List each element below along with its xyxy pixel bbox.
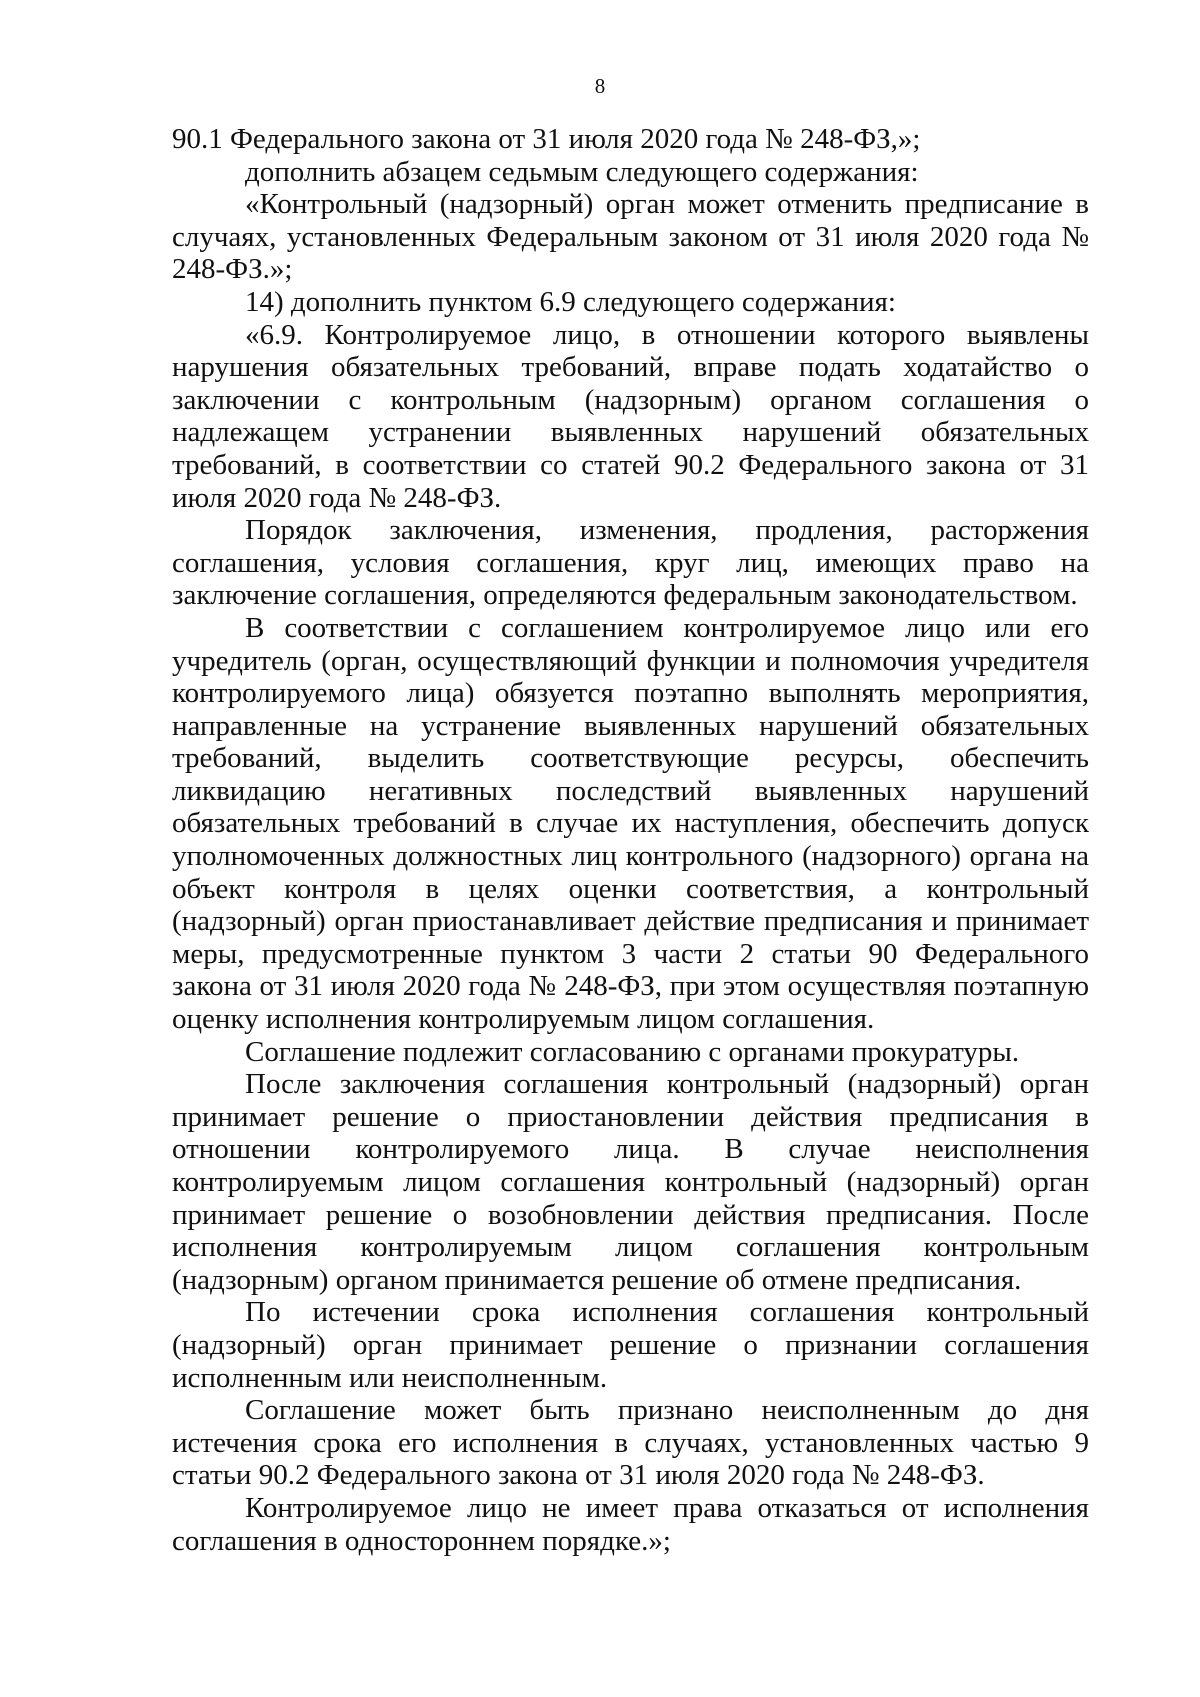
paragraph: Соглашение может быть признано неисполненным до дня истечения срока его исполнения в случаях, установленных частью 9 статьи 90.2 Федерального закона от 31 июля 2020 года № 248-ФЗ. [172,1394,1089,1492]
document-body [172,123,1089,1557]
paragraph-continuation: 90.1 Федерального закона от 31 июля 2020 года № 248-ФЗ,»; [172,123,921,155]
paragraph: Порядок заключения, изменения, продления, расторжения соглашения, условия соглашения, круг лиц, имеющих право на заключение соглашения, определяются федеральным законодательством. [172,514,1089,612]
paragraph: дополнить абзацем седьмым следующего содержания: [245,155,919,188]
paragraph: «Контрольный (надзорный) орган может отменить предписание в случаях, установленных Федеральным законом от 31 июля 2020 года № 248-ФЗ.»; [172,188,1089,286]
paragraph: Контролируемое лицо не имеет права отказаться от исполнения соглашения в одностороннем порядке.»; [172,1491,1089,1557]
paragraph: 14) дополнить пунктом 6.9 следующего содержания: [245,285,896,318]
paragraph: По истечении срока исполнения соглашения контрольный (надзорный) орган принимает решение о признании соглашения исполненным или неисполненным. [172,1296,1089,1394]
paragraph: В соответствии с соглашением контролируемое лицо или его учредитель (орган, осуществляющий функции и полномочия учредителя контролируемого лица) обязуется поэтапно выполнять мероприятия, направленные на устранение выявленных нарушений обязательных требований, выделить соответствующие ресурсы, обеспечить ликвидацию негативных последствий выявленных нарушений обязательных требований в случае их наступления, обеспечить допуск уполномоченных должностных лиц контрольного (надзорного) органа на объект контроля в целях оценки соответствия, а контрольный (надзорный) орган приостанавливает действие предписания и принимает меры, предусмотренные пунктом 3 части 2 статьи 90 Федерального закона от 31 июля 2020 года № 248-ФЗ, при этом осуществляя поэтапную оценку исполнения контролируемым лицом соглашения. [172,611,1089,1036]
paragraph: «6.9. Контролируемое лицо, в отношении которого выявлены нарушения обязательных требований, вправе подать ходатайство о заключении с контрольным (надзорным) органом соглашения о надлежащем устранении выявленных нарушений обязательных требований, в соответствии со статей 90.2 Федерального закона от 31 июля 2020 года № 248-ФЗ. [172,318,1089,514]
page-number: 8 [594,74,606,98]
paragraph: После заключения соглашения контрольный (надзорный) орган принимает решение о приостановлении действия предписания в отношении контролируемого лица. В случае неисполнения контролируемым лицом соглашения контрольный (надзорный) орган принимает решение о возобновлении действия предписания. После исполнения контролируемым лицом соглашения контрольным (надзорным) органом принимается решение об отмене предписания. [172,1068,1089,1296]
paragraph: Соглашение подлежит согласованию с органами прокуратуры. [245,1035,1020,1068]
